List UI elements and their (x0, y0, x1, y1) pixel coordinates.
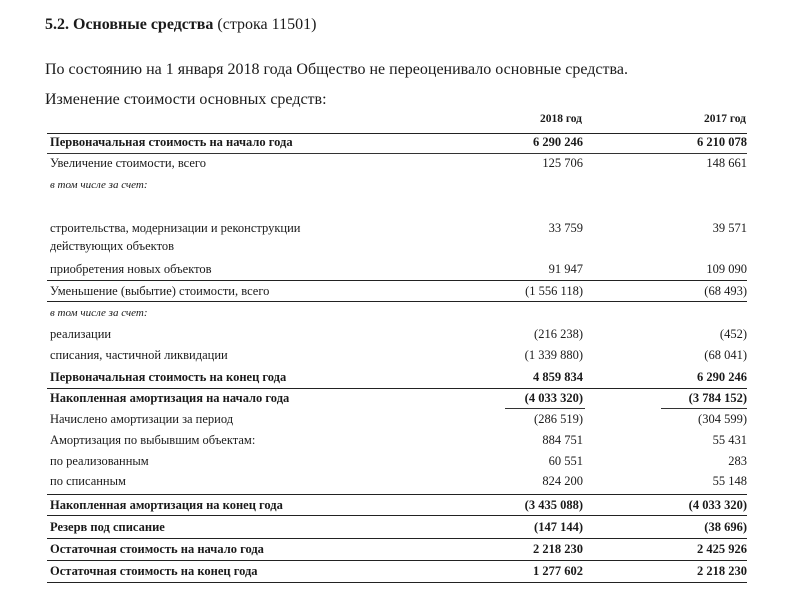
row-label: приобретения новых объектов (50, 262, 212, 276)
value-2017: 6 210 078 (697, 135, 747, 149)
row-label: по списанным (50, 474, 126, 488)
value-2017: (4 033 320) (688, 498, 747, 512)
row-label: Первоначальная стоимость на начало года (50, 135, 293, 149)
value-2018: (4 033 320) (524, 391, 583, 405)
value-2018: 60 551 (548, 454, 583, 468)
intro-paragraph: По состоянию на 1 января 2018 года Общество не переоценивало основные средства. (45, 61, 628, 78)
table-rule (47, 280, 747, 281)
row-label: Начислено амортизации за период (50, 412, 234, 426)
value-2018: (147 144) (534, 520, 583, 534)
value-2017: (38 696) (704, 520, 747, 534)
value-2017: 6 290 246 (697, 370, 747, 384)
row-label: Увеличение стоимости, всего (50, 156, 206, 170)
value-2017: 2 425 926 (697, 542, 747, 556)
section-reference: (строка 11501) (213, 16, 317, 33)
table-rule (47, 560, 747, 561)
value-2017: 2 218 230 (697, 564, 747, 578)
value-2018: (216 238) (534, 327, 583, 341)
value-2017: 55 148 (712, 474, 747, 488)
section-title: 5.2. Основные средства (45, 16, 214, 33)
table-rule (47, 301, 747, 302)
value-2017: 109 090 (706, 262, 747, 276)
table-rule (661, 408, 747, 409)
value-2018: 1 277 602 (533, 564, 583, 578)
column-header-2018: 2018 год (539, 113, 582, 125)
value-2018: 6 290 246 (533, 135, 583, 149)
table-rule (47, 582, 747, 583)
value-2018: (3 435 088) (524, 498, 583, 512)
row-label: в том числе за счет: (50, 307, 148, 319)
table-rule (47, 515, 747, 516)
row-label: Амортизация по выбывшим объектам: (50, 433, 256, 447)
value-2018: (1 556 118) (525, 284, 583, 298)
row-label: реализации (50, 327, 112, 341)
row-label: Накопленная амортизация на конец года (50, 498, 283, 512)
value-2017: (68 493) (704, 284, 747, 298)
table-rule (47, 133, 747, 134)
value-2018: (286 519) (534, 412, 583, 426)
column-header-2017: 2017 год (703, 113, 746, 125)
value-2017: 55 431 (712, 433, 747, 447)
row-label: Первоначальная стоимость на конец года (50, 370, 287, 384)
section-heading (45, 16, 316, 34)
row-label: Остаточная стоимость на конец года (50, 564, 258, 578)
row-label: списания, частичной ликвидации (50, 348, 228, 362)
table-caption: Изменение стоимости основных средств: (45, 91, 327, 108)
row-label: Резерв под списание (50, 520, 165, 534)
row-label: в том числе за счет: (50, 179, 148, 191)
value-2017: (3 784 152) (688, 391, 747, 405)
table-rule (505, 408, 585, 409)
value-2018: 824 200 (542, 474, 583, 488)
value-2018: 4 859 834 (533, 370, 583, 384)
value-2017: (452) (719, 327, 747, 341)
value-2018: 2 218 230 (533, 542, 583, 556)
row-label: Накопленная амортизация на начало года (50, 391, 290, 405)
row-label: по реализованным (50, 454, 149, 468)
table-rule (47, 388, 747, 389)
value-2018: 884 751 (542, 433, 583, 447)
value-2018: (1 339 880) (524, 348, 583, 362)
row-label: действующих объектов (50, 239, 175, 253)
value-2017: 283 (728, 454, 747, 468)
value-2017: 39 571 (712, 221, 747, 235)
row-label: строительства, модернизации и реконструкции (50, 221, 301, 235)
value-2018: 33 759 (548, 221, 583, 235)
row-label: Остаточная стоимость на начало года (50, 542, 264, 556)
table-rule (47, 494, 747, 495)
value-2017: (304 599) (698, 412, 747, 426)
row-label: Уменьшение (выбытие) стоимости, всего (50, 284, 270, 298)
value-2018: 91 947 (548, 262, 583, 276)
value-2018: 125 706 (542, 156, 583, 170)
value-2017: (68 041) (704, 348, 747, 362)
table-rule (47, 538, 747, 539)
value-2017: 148 661 (706, 156, 747, 170)
